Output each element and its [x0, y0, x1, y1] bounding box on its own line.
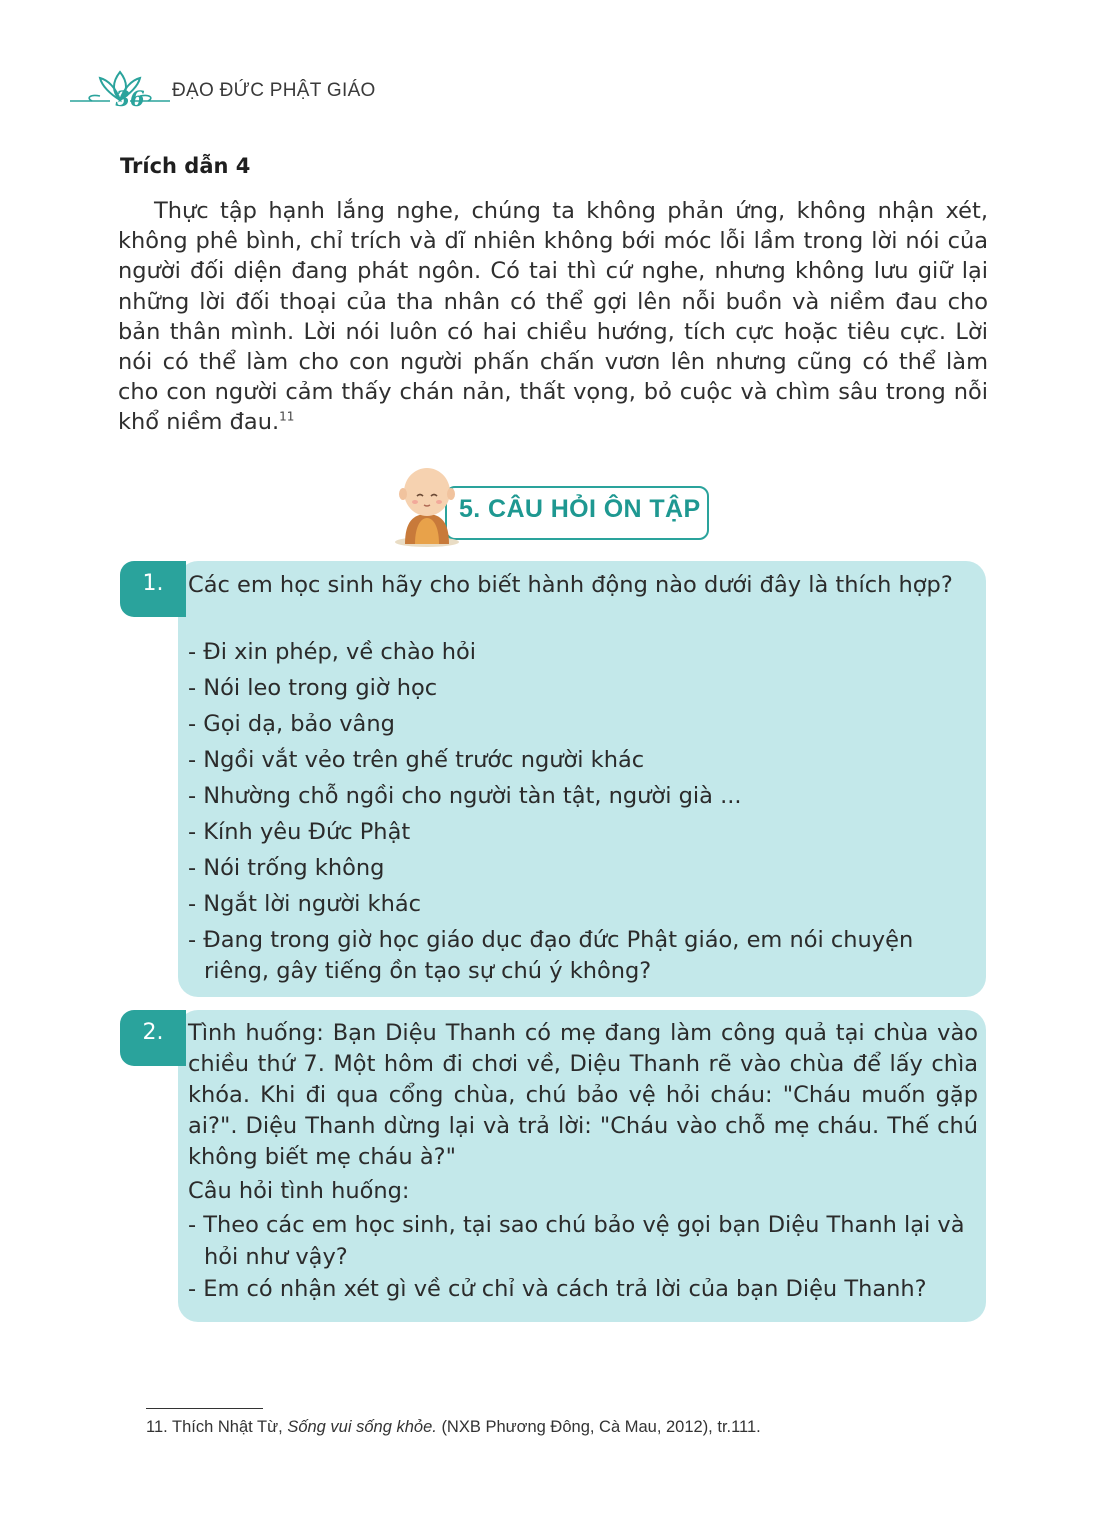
footnote-divider [146, 1408, 263, 1409]
question-1-options [188, 634, 978, 987]
question-1-prompt [188, 570, 978, 601]
list-item: - Nói trống không [188, 855, 385, 881]
question-2-subheading: Câu hỏi tình huống: [188, 1178, 410, 1204]
footnote-work: Sống vui sống khỏe. [287, 1418, 437, 1436]
footnote-author: Thích Nhật Từ, [172, 1418, 283, 1436]
list-item: - Theo các em học sinh, tại sao chú bảo vệ gọi bạn Diệu Thanh lại và hỏi như vậy? [188, 1212, 965, 1270]
question-2-number: 2. [120, 1010, 186, 1066]
question-2-questions [188, 1209, 978, 1305]
section-badge [393, 462, 723, 548]
footnote-details: (NXB Phương Đông, Cà Mau, 2012), tr.111. [441, 1418, 761, 1436]
list-item: - Đang trong giờ học giáo dục đạo đức Phật giáo, em nói chuyện riêng, gây tiếng ồn tạo sự chú ý không? [188, 927, 914, 984]
list-item: - Ngắt lời người khác [188, 891, 421, 917]
list-item: - Gọi dạ, bảo vâng [188, 711, 395, 737]
footnote-number: 11. [146, 1418, 168, 1436]
page-header [70, 68, 400, 116]
list-item: - Nói leo trong giờ học [188, 675, 438, 701]
list-item: - Kính yêu Đức Phật [188, 819, 411, 845]
question-1-number: 1. [120, 561, 186, 617]
footnote-ref[interactable]: 11 [279, 409, 295, 424]
question-1-prompt-text: Các em học sinh hãy cho biết hành động nào dưới đây là thích hợp? [188, 572, 953, 598]
footnote [146, 1418, 761, 1437]
monk-mascot-icon [393, 462, 465, 548]
list-item: - Đi xin phép, về chào hỏi [188, 639, 476, 665]
page-number: 36 [115, 86, 145, 111]
section-title: 5. CÂU HỎI ÔN TẬP [459, 495, 701, 523]
book-title: ĐẠO ĐỨC PHẬT GIÁO [172, 80, 376, 101]
quote-heading: Trích dẫn 4 [120, 154, 251, 178]
quote-body [118, 196, 988, 438]
quote-text: Thực tập hạnh lắng nghe, chúng ta không phản ứng, không nhận xét, không phê bình, chỉ trích và dĩ nhiên không bới móc lỗi lầm trong lời nói của người đối diện đang phát ngôn. Có tai thì cứ nghe, nhưng không lưu giữ lại những lời đối thoại của tha nhân có thể gợi lên nỗi buồn và niềm đau cho bản thân mình. Lời nói luôn có hai chiều hướng, tích cực hoặc tiêu cực. Lời nói có thể làm cho con người phấn chấn vươn lên nhưng cũng có thể làm cho con người cảm thấy chán nản, thất vọng, bỏ cuộc và chìm sâu trong nỗi khổ niềm đau. [118, 198, 988, 436]
list-item: - Nhường chỗ ngồi cho người tàn tật, người già ... [188, 783, 742, 809]
list-item: - Em có nhận xét gì về cử chỉ và cách trả lời của bạn Diệu Thanh? [188, 1276, 927, 1302]
question-2-scenario: Tình huống: Bạn Diệu Thanh có mẹ đang làm công quả tại chùa vào chiều thứ 7. Một hôm đi chơi về, Diệu Thanh rẽ vào chùa để lấy chìa khóa. Khi đi qua cổng chùa, chú bảo vệ hỏi cháu: "Cháu muốn gặp ai?". Diệu Thanh dừng lại và trả lời: "Cháu vào chỗ mẹ cháu. Thế chú không biết mẹ cháu à?" [188, 1020, 978, 1170]
list-item: - Ngồi vắt vẻo trên ghế trước người khác [188, 747, 645, 773]
